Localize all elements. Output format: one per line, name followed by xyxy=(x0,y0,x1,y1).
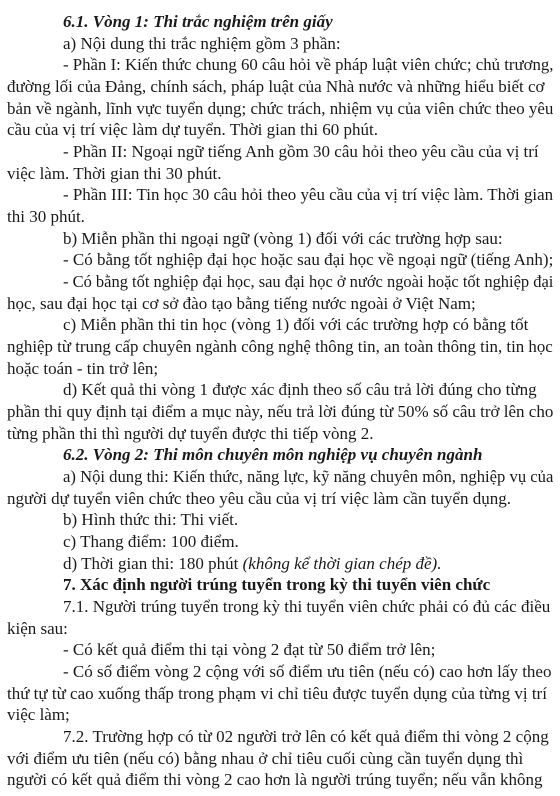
paragraph-line: a) Nội dung thi trắc nghiệm gồm 3 phần: xyxy=(63,33,341,53)
section-heading-6-2: 6.2. Vòng 2: Thi môn chuyên môn nghiệp vụ chuyên ngành xyxy=(63,445,483,465)
paragraph-line: 7.2. Trường hợp có từ 02 người trở lên có kết quả điểm thi vòng 2 cộng xyxy=(63,727,549,746)
paragraph-line: nghiệp từ trung cấp chuyên ngành công nghệ thông tin, an toàn thông tin, tin học xyxy=(7,337,553,356)
exam-duration-text: d) Thời gian thi: 180 phút xyxy=(63,553,243,573)
paragraph-line: - Có số điểm vòng 2 cộng với số điểm ưu tiên (nếu có) cao hơn lấy theo xyxy=(63,662,552,681)
paragraph-line: a) Nội dung thi: Kiến thức, năng lực, kỹ năng chuyên môn, nghiệp vụ của xyxy=(63,467,554,486)
paragraph-line: - Có bằng tốt nghiệp đại học hoặc sau đại học về ngoại ngữ (tiếng Anh); xyxy=(63,250,554,270)
paragraph-line: - Phần III: Tin học 30 câu hỏi theo yêu cầu của vị trí việc làm. Thời gian xyxy=(63,185,554,205)
paragraph-line: thứ tự từ cao xuống thấp trong phạm vi chỉ tiêu được tuyển dụng của từng vị trí xyxy=(7,683,547,703)
paragraph-line: bản về ngành, lĩnh vực tuyển dụng; chức trách, nhiệm vụ của viên chức theo yêu xyxy=(7,98,554,118)
paragraph-line: việc làm; xyxy=(7,705,70,725)
paragraph-line: c) Thang điểm: 100 điểm. xyxy=(63,532,239,551)
paragraph-line: - Phần I: Kiến thức chung 60 câu hỏi về pháp luật viên chức; chủ trương, xyxy=(63,55,554,75)
exam-duration-note: (không kể thời gian chép đề). xyxy=(242,553,442,573)
paragraph-line: c) Miễn phần thi tin học (vòng 1) đối với các trường hợp có bằng tốt xyxy=(63,315,529,335)
paragraph-line: người có kết quả điểm thi vòng 2 cao hơn là người trúng tuyển; nếu vẫn không xyxy=(7,770,543,790)
section-heading-7: 7. Xác định người trúng tuyển trong kỳ thi tuyển viên chức xyxy=(63,575,491,595)
paragraph-line: hoặc toán - tin trở lên; xyxy=(7,358,159,378)
paragraph-line: cầu của vị trí việc làm dự tuyển. Thời gian thi 60 phút. xyxy=(7,120,379,140)
paragraph-line xyxy=(63,554,441,574)
paragraph-line: - Có bằng tốt nghiệp đại học, sau đại học ở nước ngoài hoặc tốt nghiệp đại xyxy=(63,272,554,291)
paragraph-line: - Có kết quả điểm thi tại vòng 2 đạt từ 50 điểm trở lên; xyxy=(63,640,436,660)
paragraph-line: từng phần thi thì người dự tuyển được thi tiếp vòng 2. xyxy=(7,423,374,443)
paragraph-line: với điểm ưu tiên (nếu có) bằng nhau ở chỉ tiêu cuối cùng cần tuyển dụng thì xyxy=(7,748,524,768)
paragraph-line: thi 30 phút. xyxy=(7,207,85,226)
paragraph-line: - Phần II: Ngoại ngữ tiếng Anh gồm 30 câu hỏi theo yêu cầu của vị trí xyxy=(63,142,539,161)
paragraph-line: người dự tuyển viên chức theo yêu cầu của vị trí việc làm cần tuyển dụng. xyxy=(7,488,511,508)
paragraph-line: việc làm. Thời gian thi 30 phút. xyxy=(7,163,222,183)
paragraph-line: d) Kết quả thi vòng 1 được xác định theo số câu trả lời đúng cho từng xyxy=(63,380,537,400)
paragraph-line: phần thi quy định tại điểm a mục này, nếu trả lời đúng từ 50% số câu trở lên cho xyxy=(7,402,554,421)
paragraph-line: đường lối của Đảng, chính sách, pháp luật của Nhà nước và những hiểu biết cơ xyxy=(7,77,545,96)
paragraph-line: b) Miễn phần thi ngoại ngữ (vòng 1) đối với các trường hợp sau: xyxy=(63,228,503,248)
paragraph-line: b) Hình thức thi: Thi viết. xyxy=(63,510,239,530)
paragraph-line: 7.1. Người trúng tuyển trong kỳ thi tuyển viên chức phải có đủ các điều xyxy=(63,597,551,616)
section-heading-6-1: 6.1. Vòng 1: Thi trắc nghiệm trên giấy xyxy=(63,12,333,31)
paragraph-line: kiện sau: xyxy=(7,618,68,638)
paragraph-line: học, sau đại học tại cơ sở đào tạo bằng tiếng nước ngoài ở Việt Nam; xyxy=(7,293,476,313)
